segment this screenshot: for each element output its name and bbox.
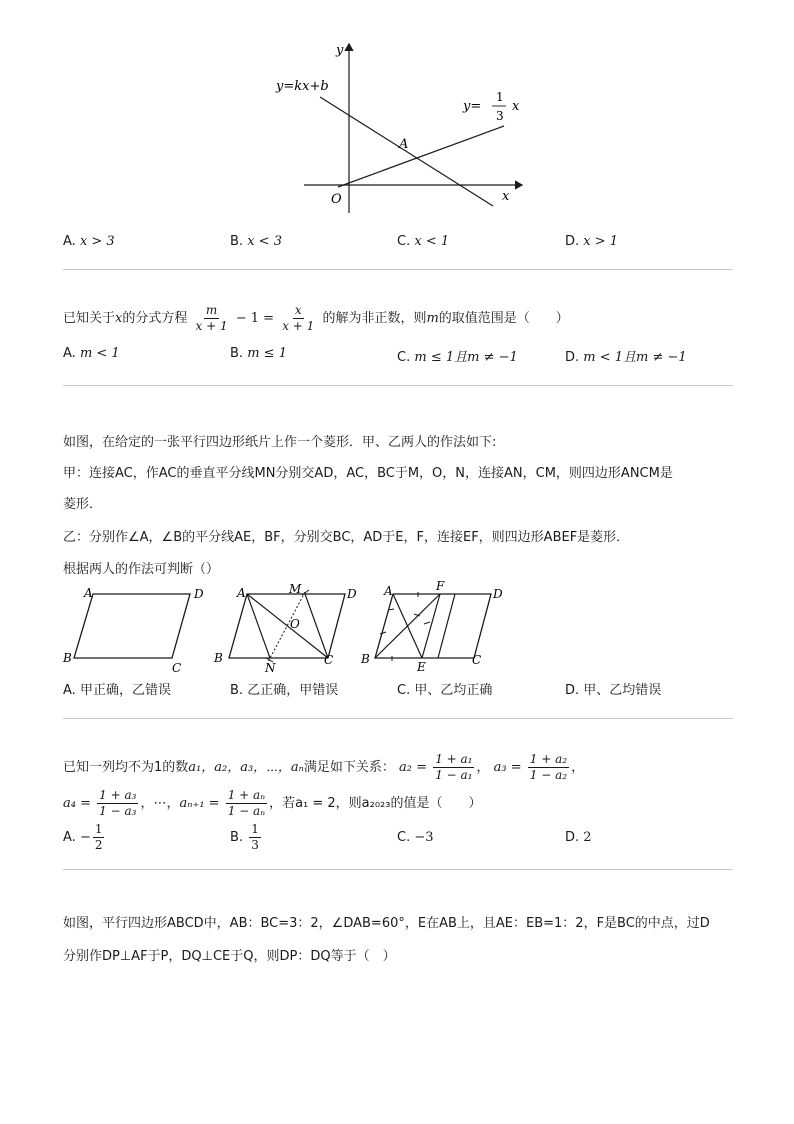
q1-option-d[interactable]: D. x > 1 — [565, 234, 619, 249]
q3-option-d[interactable]: D. 甲、乙均错误 — [565, 683, 662, 698]
q4-option-d[interactable]: D. 2 — [565, 830, 592, 845]
q3-option-b[interactable]: B. 乙正确，甲错误 — [230, 683, 339, 698]
q5-line-1: 如图，平行四边形ABCD中，AB：BC=3：2，∠DAB=60°，E在AB上，且AE：EB=1：2，F是BC的中点，过D — [63, 916, 710, 931]
q3-option-a[interactable]: A. 甲正确，乙错误 — [63, 683, 171, 698]
line2-label-num: 1 — [496, 90, 504, 104]
q2-stem: 已知关于x的分式方程 $\frac{m}{x + 1}$ − 1 = $\frac{x}{x + 1}$ 的解为非正数，则m的取值范围是（ ） — [63, 303, 569, 333]
q4-fraction-a3: $\frac{\text{1 + a₂}}{\text{1 − a₂}}$ — [529, 752, 568, 782]
fig2-label-m: M — [289, 582, 302, 596]
line2-label-var: x — [512, 99, 520, 114]
q4-stem-line-1: 已知一列均不为1的数a₁，a₂，a₃，⋯，aₙ满足如下关系： a₂ = $\frac{\text{1 + a₁}}{\text{1 − a₁}}$ ， a₃ = $\frac{\text{1 + a₂}}{\text{1 − a₂}}$ ， — [63, 752, 585, 782]
fig2-label-o: O — [290, 617, 300, 631]
line1-label: y=kx+b — [276, 79, 329, 94]
x-axis-label: x — [502, 189, 510, 204]
q5-line-2: 分别作DP⊥AF于P，DQ⊥CE于Q，则DP：DQ等于（ ） — [63, 949, 396, 964]
q4-option-c[interactable]: C. −3 — [397, 830, 434, 845]
fig2-label-c: C — [324, 653, 334, 667]
line2-label-prefix: y= — [463, 99, 482, 114]
fig2-label-a: A — [237, 586, 246, 600]
q1-option-c[interactable]: C. x < 1 — [397, 234, 450, 249]
q2-fraction-2: $\frac{x}{x + 1}$ — [282, 303, 315, 333]
q2-fraction-1: $\frac{m}{x + 1}$ — [195, 303, 228, 333]
q4-fraction-an1: $\frac{\text{1 + aₙ}}{\text{1 − aₙ}}$ — [227, 788, 266, 818]
divider — [63, 869, 733, 870]
fig3-label-e: E — [417, 660, 426, 672]
fig3-label-a: A — [384, 584, 393, 598]
line-third-x — [338, 126, 504, 187]
divider — [63, 718, 733, 719]
construction-jia-figure — [210, 582, 370, 672]
q2-option-c[interactable]: C. m ≤ 1且m ≠ −1 — [397, 350, 518, 365]
q3-line-2: 甲：连接AC，作AC的垂直平分线MN分别交AD，AC，BC于M，O，N，连接AN，CM，则四边形ANCM是 — [63, 466, 673, 481]
q3-line-5: 根据两人的作法可判断（） — [63, 562, 220, 577]
fig2-label-n: N — [265, 661, 276, 672]
fig1-label-d: D — [194, 587, 204, 601]
divider — [63, 269, 733, 270]
q1-option-b[interactable]: B. x < 3 — [230, 234, 282, 249]
fig1-label-a: A — [84, 586, 93, 600]
q3-line-3: 菱形． — [63, 497, 103, 512]
fig2-label-b: B — [214, 651, 223, 665]
parallelogram-figure — [60, 582, 220, 672]
fig3-label-c: C — [472, 653, 482, 667]
q1-option-a[interactable]: A. x > 3 — [63, 234, 115, 249]
origin-label: O — [331, 192, 342, 207]
construction-yi-figure — [358, 578, 518, 672]
fig3-label-d: D — [493, 587, 503, 601]
fig3-label-f: F — [436, 579, 445, 593]
linear-function-graph — [260, 38, 540, 218]
q4-option-a[interactable]: A. − $\frac{1}{2}$ — [63, 822, 103, 852]
fig1-label-c: C — [172, 661, 182, 672]
q3-line-4: 乙：分别作∠A，∠B的平分线AE，BF，分别交BC，AD于E，F，连接EF，则四边形ABEF是菱形． — [63, 530, 630, 545]
q2-option-a[interactable]: A. m < 1 — [63, 346, 120, 361]
q3-option-c[interactable]: C. 甲、乙均正确 — [397, 683, 493, 698]
y-axis-label: y — [336, 43, 344, 58]
q4-stem-line-2: a₄ = $\frac{\text{1 + a₃}}{\text{1 − a₃}}$ ，⋯，aₙ₊₁ = $\frac{\text{1 + aₙ}}{\text{1 − aₙ}}$ ，若a₁ = 2，则a₂₀₂₃的值是（ ） — [63, 788, 482, 818]
fig1-label-b: B — [63, 651, 72, 665]
q3-line-1: 如图，在给定的一张平行四边形纸片上作一个菱形．甲、乙两人的作法如下: — [63, 435, 497, 450]
point-a-label: A — [399, 137, 409, 152]
fig3-label-b: B — [361, 652, 370, 666]
fig2-label-d: D — [347, 587, 357, 601]
divider — [63, 385, 733, 386]
q4-option-b[interactable]: B. $\frac{1}{3}$ — [230, 822, 259, 852]
q4-fraction-a2: $\frac{\text{1 + a₁}}{\text{1 − a₁}}$ — [435, 752, 473, 782]
q4-fraction-a4: $\frac{\text{1 + a₃}}{\text{1 − a₃}}$ — [99, 788, 137, 818]
q2-option-d[interactable]: D. m < 1且m ≠ −1 — [565, 350, 687, 365]
q2-option-b[interactable]: B. m ≤ 1 — [230, 346, 287, 361]
line2-label-den: 3 — [496, 109, 504, 123]
